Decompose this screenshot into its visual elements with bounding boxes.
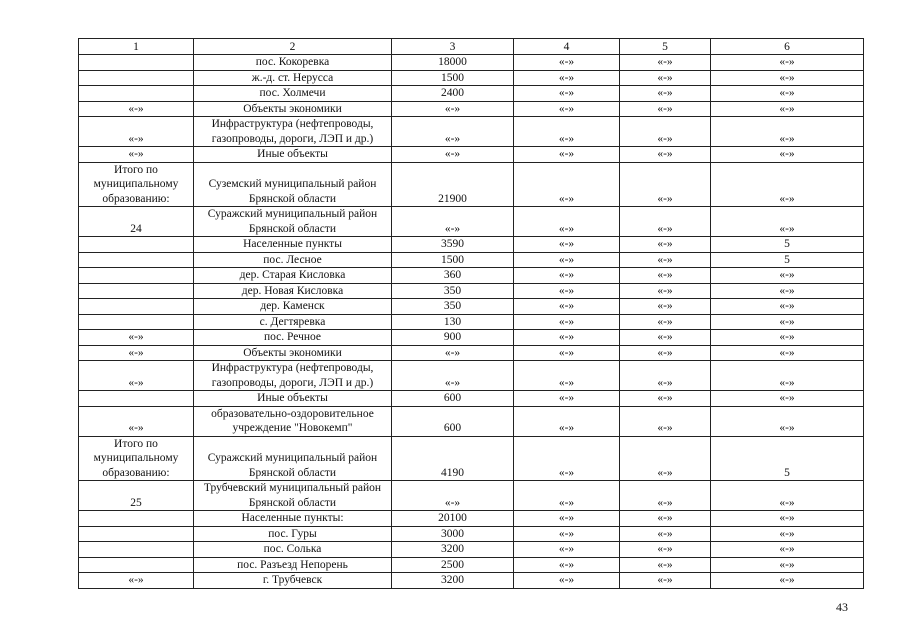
value-cell: «-» — [392, 361, 514, 391]
table-row — [79, 542, 864, 558]
value-cell: 1500 — [392, 70, 514, 86]
col4-cell: «-» — [514, 299, 620, 315]
name-cell: пос. Речное — [194, 330, 392, 346]
row-label-cell — [79, 252, 194, 268]
header-cell: 6 — [711, 39, 864, 55]
value-cell: 360 — [392, 268, 514, 284]
row-label-cell: «-» — [79, 117, 194, 147]
col6-cell: «-» — [711, 481, 864, 511]
table-row — [79, 117, 864, 147]
row-label-cell — [79, 391, 194, 407]
col4-cell: «-» — [514, 314, 620, 330]
row-label-cell: «-» — [79, 573, 194, 589]
col4-cell: «-» — [514, 436, 620, 481]
col4-cell: «-» — [514, 361, 620, 391]
col4-cell: «-» — [514, 283, 620, 299]
row-label-cell — [79, 511, 194, 527]
value-cell: «-» — [392, 101, 514, 117]
value-cell: 600 — [392, 391, 514, 407]
row-label-cell — [79, 283, 194, 299]
col6-cell: «-» — [711, 573, 864, 589]
col5-cell: «-» — [620, 147, 711, 163]
table-row — [79, 511, 864, 527]
table-row — [79, 207, 864, 237]
col6-cell: «-» — [711, 101, 864, 117]
table-row — [79, 406, 864, 436]
name-cell: Инфраструктура (нефтепроводы, газопроводы, дороги, ЛЭП и др.) — [194, 361, 392, 391]
row-label-cell: 24 — [79, 207, 194, 237]
col5-cell: «-» — [620, 207, 711, 237]
col6-cell: «-» — [711, 391, 864, 407]
value-cell: «-» — [392, 147, 514, 163]
col6-cell: «-» — [711, 117, 864, 147]
col4-cell: «-» — [514, 70, 620, 86]
name-cell: дер. Старая Кисловка — [194, 268, 392, 284]
table-row — [79, 345, 864, 361]
col5-cell: «-» — [620, 361, 711, 391]
col5-cell: «-» — [620, 406, 711, 436]
name-cell: Суземский муниципальный район Брянской области — [194, 162, 392, 207]
col5-cell: «-» — [620, 268, 711, 284]
col5-cell: «-» — [620, 391, 711, 407]
table-row — [79, 252, 864, 268]
header-row — [79, 39, 864, 55]
col4-cell: «-» — [514, 207, 620, 237]
name-cell: дер. Каменск — [194, 299, 392, 315]
value-cell: «-» — [392, 207, 514, 237]
col5-cell: «-» — [620, 330, 711, 346]
col4-cell: «-» — [514, 573, 620, 589]
table-row — [79, 55, 864, 71]
name-cell: Суражский муниципальный район Брянской области — [194, 207, 392, 237]
row-label-cell — [79, 237, 194, 253]
table-row — [79, 330, 864, 346]
name-cell: Населенные пункты: — [194, 511, 392, 527]
row-label-cell — [79, 55, 194, 71]
col6-cell: «-» — [711, 330, 864, 346]
name-cell: Суражский муниципальный район Брянской области — [194, 436, 392, 481]
data-table — [78, 38, 864, 589]
name-cell: Объекты экономики — [194, 345, 392, 361]
name-cell: г. Трубчевск — [194, 573, 392, 589]
value-cell: 18000 — [392, 55, 514, 71]
row-label-cell — [79, 526, 194, 542]
name-cell: Инфраструктура (нефтепроводы, газопроводы, дороги, ЛЭП и др.) — [194, 117, 392, 147]
col6-cell: «-» — [711, 314, 864, 330]
value-cell: 600 — [392, 406, 514, 436]
col6-cell: 5 — [711, 436, 864, 481]
name-cell: с. Дегтяревка — [194, 314, 392, 330]
col4-cell: «-» — [514, 252, 620, 268]
col5-cell: «-» — [620, 55, 711, 71]
value-cell: 20100 — [392, 511, 514, 527]
name-cell: пос. Холмечи — [194, 86, 392, 102]
table-row — [79, 283, 864, 299]
col5-cell: «-» — [620, 252, 711, 268]
row-label-cell: Итого по муниципальному образованию: — [79, 162, 194, 207]
col4-cell: «-» — [514, 101, 620, 117]
table-row — [79, 526, 864, 542]
header-cell: 3 — [392, 39, 514, 55]
name-cell: Трубчевский муниципальный район Брянской области — [194, 481, 392, 511]
value-cell: «-» — [392, 345, 514, 361]
table-row — [79, 314, 864, 330]
value-cell: 4190 — [392, 436, 514, 481]
col5-cell: «-» — [620, 436, 711, 481]
value-cell: 3000 — [392, 526, 514, 542]
row-label-cell: «-» — [79, 101, 194, 117]
col4-cell: «-» — [514, 162, 620, 207]
row-label-cell — [79, 70, 194, 86]
row-label-cell: «-» — [79, 345, 194, 361]
col5-cell: «-» — [620, 511, 711, 527]
col4-cell: «-» — [514, 55, 620, 71]
table-row — [79, 162, 864, 207]
header-cell: 2 — [194, 39, 392, 55]
col5-cell: «-» — [620, 237, 711, 253]
name-cell: Иные объекты — [194, 147, 392, 163]
col4-cell: «-» — [514, 117, 620, 147]
value-cell: 3590 — [392, 237, 514, 253]
value-cell: 350 — [392, 299, 514, 315]
value-cell: 3200 — [392, 542, 514, 558]
col6-cell: «-» — [711, 511, 864, 527]
col5-cell: «-» — [620, 314, 711, 330]
table-row — [79, 573, 864, 589]
col4-cell: «-» — [514, 557, 620, 573]
row-label-cell: Итого по муниципальному образованию: — [79, 436, 194, 481]
value-cell: 3200 — [392, 573, 514, 589]
col6-cell: «-» — [711, 557, 864, 573]
value-cell: 1500 — [392, 252, 514, 268]
name-cell: пос. Солька — [194, 542, 392, 558]
value-cell: 2400 — [392, 86, 514, 102]
row-label-cell — [79, 542, 194, 558]
col6-cell: «-» — [711, 299, 864, 315]
table-row — [79, 299, 864, 315]
header-cell: 1 — [79, 39, 194, 55]
value-cell: 350 — [392, 283, 514, 299]
name-cell: Населенные пункты — [194, 237, 392, 253]
col6-cell: «-» — [711, 526, 864, 542]
value-cell: 900 — [392, 330, 514, 346]
table-row — [79, 361, 864, 391]
table-row — [79, 436, 864, 481]
table-row — [79, 101, 864, 117]
col5-cell: «-» — [620, 117, 711, 147]
name-cell: пос. Кокоревка — [194, 55, 392, 71]
table-row — [79, 70, 864, 86]
name-cell: образовательно-оздоровительное учреждение "Новокемп" — [194, 406, 392, 436]
table-row — [79, 147, 864, 163]
col6-cell: «-» — [711, 162, 864, 207]
col6-cell: «-» — [711, 345, 864, 361]
value-cell: «-» — [392, 481, 514, 511]
row-label-cell — [79, 314, 194, 330]
table-row — [79, 237, 864, 253]
row-label-cell: «-» — [79, 330, 194, 346]
name-cell: Иные объекты — [194, 391, 392, 407]
col4-cell: «-» — [514, 526, 620, 542]
col6-cell: «-» — [711, 147, 864, 163]
col6-cell: «-» — [711, 268, 864, 284]
col5-cell: «-» — [620, 86, 711, 102]
row-label-cell: 25 — [79, 481, 194, 511]
col5-cell: «-» — [620, 101, 711, 117]
col4-cell: «-» — [514, 268, 620, 284]
value-cell: 21900 — [392, 162, 514, 207]
col5-cell: «-» — [620, 573, 711, 589]
col4-cell: «-» — [514, 86, 620, 102]
col5-cell: «-» — [620, 557, 711, 573]
col6-cell: «-» — [711, 207, 864, 237]
header-cell: 4 — [514, 39, 620, 55]
table-body — [79, 55, 864, 589]
col4-cell: «-» — [514, 147, 620, 163]
col5-cell: «-» — [620, 162, 711, 207]
name-cell: дер. Новая Кисловка — [194, 283, 392, 299]
table-row — [79, 86, 864, 102]
name-cell: пос. Гуры — [194, 526, 392, 542]
table-row — [79, 481, 864, 511]
col4-cell: «-» — [514, 330, 620, 346]
name-cell: пос. Разъезд Непорень — [194, 557, 392, 573]
col6-cell: «-» — [711, 55, 864, 71]
col5-cell: «-» — [620, 481, 711, 511]
col5-cell: «-» — [620, 299, 711, 315]
col4-cell: «-» — [514, 237, 620, 253]
name-cell: пос. Лесное — [194, 252, 392, 268]
row-label-cell: «-» — [79, 147, 194, 163]
col4-cell: «-» — [514, 345, 620, 361]
name-cell: ж.-д. ст. Нерусса — [194, 70, 392, 86]
header-cell: 5 — [620, 39, 711, 55]
col5-cell: «-» — [620, 70, 711, 86]
value-cell: 2500 — [392, 557, 514, 573]
col4-cell: «-» — [514, 511, 620, 527]
col5-cell: «-» — [620, 526, 711, 542]
row-label-cell — [79, 557, 194, 573]
table-row — [79, 557, 864, 573]
row-label-cell — [79, 299, 194, 315]
col4-cell: «-» — [514, 391, 620, 407]
col5-cell: «-» — [620, 283, 711, 299]
col6-cell: «-» — [711, 86, 864, 102]
col4-cell: «-» — [514, 542, 620, 558]
col6-cell: «-» — [711, 283, 864, 299]
table-row — [79, 391, 864, 407]
col4-cell: «-» — [514, 481, 620, 511]
row-label-cell: «-» — [79, 406, 194, 436]
col6-cell: «-» — [711, 406, 864, 436]
value-cell: «-» — [392, 117, 514, 147]
value-cell: 130 — [392, 314, 514, 330]
col6-cell: «-» — [711, 542, 864, 558]
name-cell: Объекты экономики — [194, 101, 392, 117]
table-row — [79, 268, 864, 284]
row-label-cell: «-» — [79, 361, 194, 391]
col6-cell: 5 — [711, 237, 864, 253]
col6-cell: «-» — [711, 361, 864, 391]
col6-cell: 5 — [711, 252, 864, 268]
col5-cell: «-» — [620, 345, 711, 361]
col6-cell: «-» — [711, 70, 864, 86]
col5-cell: «-» — [620, 542, 711, 558]
row-label-cell — [79, 268, 194, 284]
col4-cell: «-» — [514, 406, 620, 436]
row-label-cell — [79, 86, 194, 102]
page-number: 43 — [836, 600, 848, 614]
